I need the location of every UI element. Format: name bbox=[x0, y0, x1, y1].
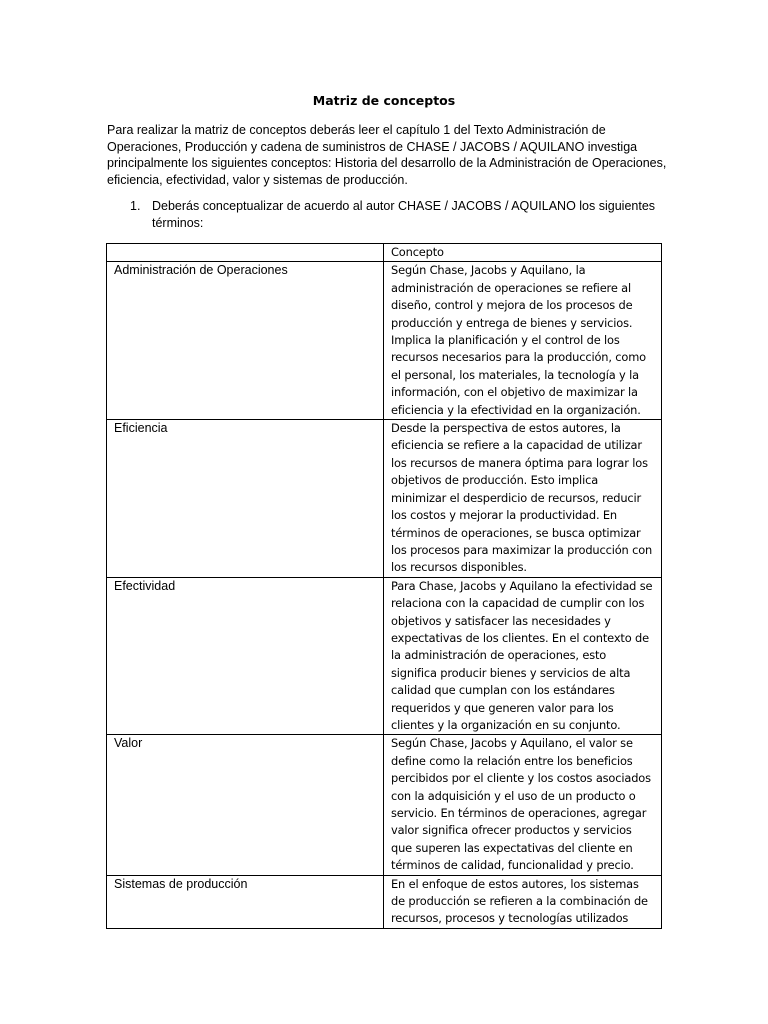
table-row bbox=[107, 262, 662, 420]
table-row bbox=[107, 577, 662, 735]
header-term-cell bbox=[107, 244, 384, 262]
concept-cell: Según Chase, Jacobs y Aquilano, el valor se define como la relación entre los beneficios percibidos por el cliente y los costos asociados con la adquisición y el uso de un producto o servicio. En términos de operaciones, agregar valor significa ofrecer productos y servicios que superen las expectativas del cliente en términos de calidad, funcionalidad y precio. bbox=[384, 735, 662, 875]
table-row bbox=[107, 735, 662, 875]
term-cell: Valor bbox=[107, 735, 384, 875]
document-title: Matriz de conceptos bbox=[312, 93, 456, 108]
term-cell: Efectividad bbox=[107, 577, 384, 735]
term-cell: Administración de Operaciones bbox=[107, 262, 384, 420]
concept-cell: Según Chase, Jacobs y Aquilano, la administración de operaciones se refiere al diseño, control y mejora de los procesos de producción y entrega de bienes y servicios. Implica la planificación y el control de los recursos necesarios para la producción, como el personal, los materiales, la tecnología y la información, con el objetivo de maximizar la eficiencia y la efectividad en la organización. bbox=[384, 262, 662, 420]
instruction-number: 1. bbox=[130, 199, 141, 213]
intro-paragraph: Para realizar la matriz de conceptos deberás leer el capítulo 1 del Texto Administración de Operaciones, Producción y cadena de suministros de CHASE / JACOBS / AQUILANO investiga principalmente los siguientes conceptos: Historia del desarrollo de la Administración de Operaciones, eficiencia, efectividad, valor y sistemas de producción. bbox=[107, 123, 667, 188]
instruction-item bbox=[130, 198, 670, 231]
concept-matrix-table bbox=[106, 243, 662, 929]
table-row bbox=[107, 875, 662, 928]
concept-cell: Para Chase, Jacobs y Aquilano la efectividad se relaciona con la capacidad de cumplir con los objetivos y satisfacer las necesidades y expectativas de los clientes. En el contexto de la administración de operaciones, esto significa producir bienes y servicios de alta calidad que cumplan con los estándares requeridos y que generen valor para los clientes y la organización en su conjunto. bbox=[384, 577, 662, 735]
term-cell: Eficiencia bbox=[107, 420, 384, 578]
term-cell: Sistemas de producción bbox=[107, 875, 384, 928]
concept-cell: En el enfoque de estos autores, los sistemas de producción se refieren a la combinación de recursos, procesos y tecnologías utilizados bbox=[384, 875, 662, 928]
table-header-row bbox=[107, 244, 662, 262]
instruction-text: Deberás conceptualizar de acuerdo al autor CHASE / JACOBS / AQUILANO los siguientes términos: bbox=[152, 199, 656, 230]
header-concept-cell: Concepto bbox=[384, 244, 662, 262]
concept-cell: Desde la perspectiva de estos autores, la eficiencia se refiere a la capacidad de utilizar los recursos de manera óptima para lograr los objetivos de producción. Esto implica minimizar el desperdicio de recursos, reducir los costos y mejorar la productividad. En términos de operaciones, se busca optimizar los procesos para maximizar la producción con los recursos disponibles. bbox=[384, 420, 662, 578]
table-row bbox=[107, 420, 662, 578]
